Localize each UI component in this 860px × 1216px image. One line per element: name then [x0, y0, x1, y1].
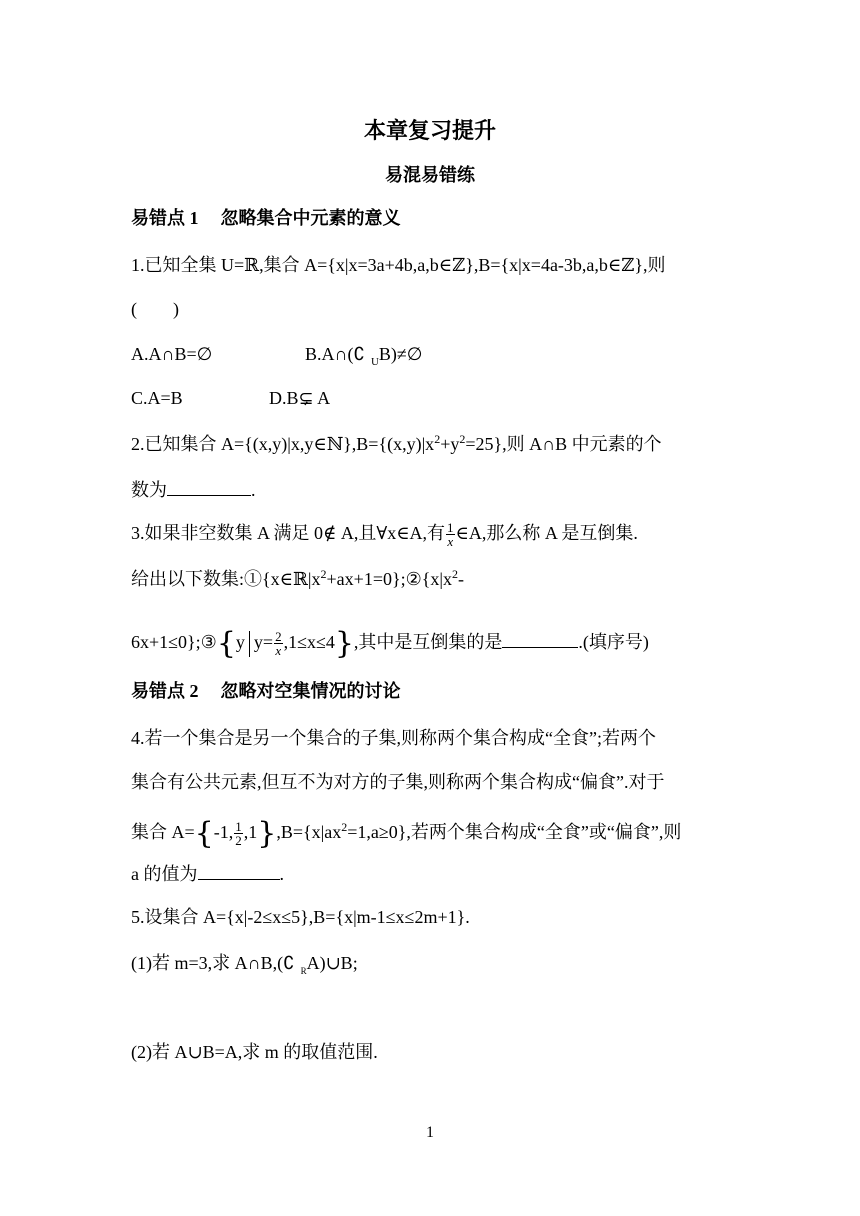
q2-superscript: 2 — [459, 432, 466, 446]
question-1-stem: 1.已知全集 U=ℝ,集合 A={x|x=3a+4b,a,b∈ℤ},B={x|x=4a-3b,a,b∈ℤ},则 — [131, 255, 666, 275]
option-b-text: B.A∩(∁ — [305, 344, 365, 364]
q2-text: +y — [440, 434, 460, 454]
fraction-denominator: x — [447, 534, 454, 550]
question-1-option-b — [305, 342, 422, 366]
question-5-part-1 — [131, 951, 358, 975]
fraction-denominator: 2 — [235, 833, 242, 849]
question-1-option-d: D.B⊊ A — [269, 388, 331, 408]
set-element: -1, — [213, 822, 234, 842]
question-3-line-1 — [131, 521, 638, 548]
right-brace-symbol: } — [257, 815, 277, 851]
question-1-option-c: C.A=B — [131, 388, 183, 408]
question-5-stem: 5.设集合 A={x|-2≤x≤5},B={x|m-1≤x≤2m+1}. — [131, 907, 470, 927]
page-number: 1 — [426, 1124, 434, 1141]
question-3-line-2 — [131, 567, 464, 591]
question-1-paren: ( ) — [131, 299, 179, 319]
set-condition: ,1≤x≤4 — [283, 632, 335, 652]
q2-text: =25},则 A∩B 中元素的个 — [465, 434, 662, 454]
question-4-line-2: 集合有公共元素,但互不为对方的子集,则称两个集合构成“偏食”.对于 — [131, 772, 665, 792]
section-heading-2 — [131, 679, 401, 703]
section-label: 易错点 2 — [131, 681, 199, 701]
question-5-part-2: (2)若 A∪B=A,求 m 的取值范围. — [131, 1042, 378, 1062]
q5-text: A)∪B; — [306, 953, 358, 973]
set-element: ,1 — [243, 822, 258, 842]
q5-text: (1)若 m=3,求 A∩B,(∁ — [131, 953, 295, 973]
section-label: 易错点 1 — [131, 208, 199, 228]
question-4-line-4 — [131, 861, 284, 886]
q3-text: ,其中是互倒集的是 — [353, 632, 503, 652]
fraction-numerator: 2 — [275, 629, 282, 645]
section-title: 忽略对空集情况的讨论 — [220, 681, 401, 701]
question-2-line-1 — [131, 432, 662, 456]
question-4-line-3 — [131, 815, 682, 851]
q4-text: =1,a≥0},若两个集合构成“全食”或“偏食”,则 — [347, 822, 682, 842]
answer-blank — [198, 861, 280, 880]
chapter-title: 本章复习提升 — [363, 118, 496, 143]
question-3-line-3 — [131, 625, 649, 661]
section-title: 忽略集合中元素的意义 — [220, 208, 401, 228]
complement-subscript: R — [300, 965, 307, 976]
left-brace-symbol: { — [216, 625, 236, 661]
left-brace-symbol: { — [194, 815, 214, 851]
q2-period: . — [251, 480, 256, 500]
q4-period: . — [279, 864, 284, 884]
q3-text: +ax+1=0};②{x|x — [326, 569, 452, 589]
set-element: y — [235, 632, 245, 652]
q3-text: 3.如果非空数集 A 满足 0∉ A,且∀x∈A,有 — [131, 523, 446, 543]
q2-text: 2.已知集合 A={(x,y)|x,y∈ℕ},B={(x,y)|x — [131, 434, 435, 454]
q3-superscript: 2 — [452, 567, 458, 581]
fraction-one-half — [234, 820, 243, 847]
q4-text: 集合 A= — [131, 822, 195, 842]
fraction-numerator: 1 — [447, 520, 454, 536]
q2-superscript: 2 — [434, 432, 441, 446]
question-1-option-a: A.A∩B=∅ — [131, 344, 213, 364]
fraction-2-over-x — [274, 630, 283, 657]
answer-blank — [502, 629, 578, 648]
q3-superscript: 2 — [320, 567, 327, 581]
q4-text: ,B={x|ax — [276, 822, 342, 842]
question-4-line-1: 4.若一个集合是另一个集合的子集,则称两个集合构成“全食”;若两个 — [131, 728, 656, 748]
q4-superscript: 2 — [341, 820, 348, 834]
fraction-numerator: 1 — [235, 819, 242, 835]
q3-text: ∈A,那么称 A 是互倒集. — [455, 523, 638, 543]
section-heading-1 — [131, 206, 401, 230]
chapter-subtitle: 易混易错练 — [385, 165, 475, 185]
right-brace-symbol: } — [334, 625, 354, 661]
q3-text: 6x+1≤0};③ — [131, 632, 217, 652]
option-b-subscript: U — [370, 355, 379, 368]
set-divider-bar — [249, 631, 250, 657]
option-b-text-end: B)≠∅ — [378, 344, 423, 364]
q3-text: 给出以下数集:①{x∈ℝ|x — [131, 569, 321, 589]
q4-text: a 的值为 — [131, 864, 198, 884]
set-rule: y= — [253, 632, 274, 652]
q3-text: - — [458, 569, 464, 589]
fraction-1-over-x — [446, 521, 455, 548]
answer-blank — [167, 477, 251, 496]
q2-text: 数为 — [131, 480, 167, 500]
question-2-line-2 — [131, 477, 256, 502]
fraction-denominator: x — [275, 643, 282, 659]
q3-text: .(填序号) — [578, 632, 649, 652]
